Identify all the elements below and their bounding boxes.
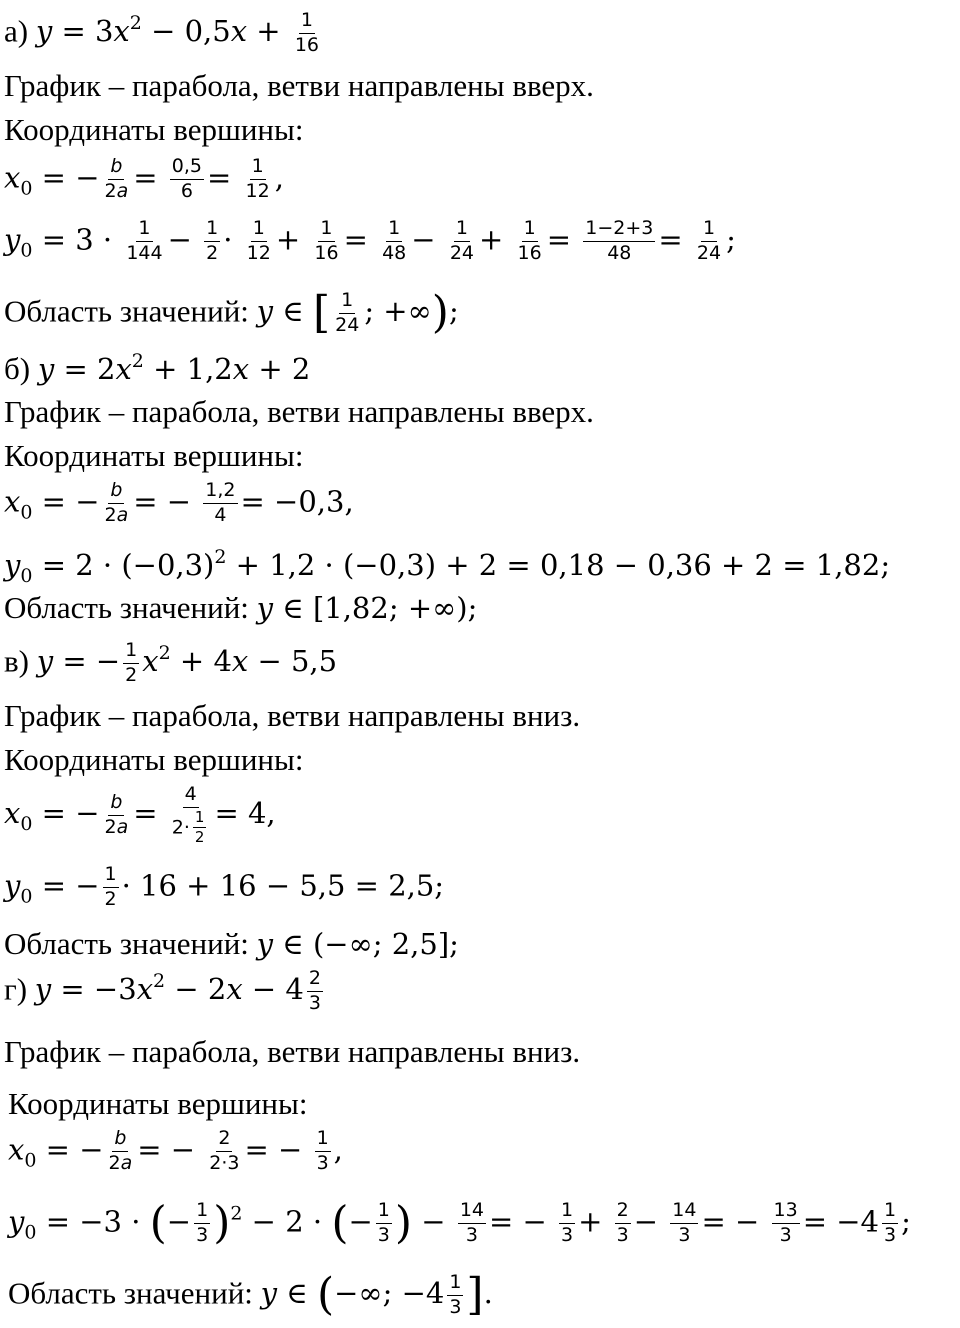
part-a-formula: $y = 3x^2 - 0,5x$ + $\frac{1}{16}$ [35, 9, 320, 56]
part-v-letter: в) [4, 643, 29, 679]
part-g-range-label: Область значений: [8, 1275, 253, 1311]
part-v-vertex-heading: Координаты вершины: [4, 742, 304, 777]
part-b-x0: $x_0$ = − $\frac{b}{2a}$ = − $\frac{1,2}{4}$ = −0,3, [4, 479, 354, 526]
part-b-vertex-heading: Координаты вершины: [4, 438, 304, 473]
part-b-letter: б) [4, 351, 31, 386]
part-b-range-label: Область значений: [4, 590, 249, 625]
part-v-y0: $y_0$ = − $\frac{1}{2}$ · 16 + 16 − 5,5 = 2,5; [4, 863, 445, 910]
part-g-range: Область значений: y ∈ (−∞; −4 $\frac{1}{3}$ ]. [8, 1269, 493, 1321]
part-b-graph-text: График – парабола, ветви направлены вверх. [4, 394, 594, 429]
part-a-vertex-heading: Координаты вершины: [4, 112, 304, 147]
part-v-range-label: Область значений: [4, 926, 249, 961]
part-v-x0: $x_0$ = − $\frac{b}{2a}$ = 4 2· $\frac{1}{2}$ = 4, [4, 783, 276, 847]
part-g-vertex-heading: Координаты вершины: [8, 1086, 308, 1121]
part-g-x0: $x_0$ = − $\frac{b}{2a}$ = − $\frac{2}{2\cdot 3}$ = − $\frac{1}{3}$ , [8, 1127, 343, 1174]
part-a-equation [4, 10, 324, 57]
part-a-y0: $y_0 = 3$ · $\frac{1}{144}$ − $\frac{1}{2}$ · $\frac{1}{12}$ + $\frac{1}{16}$ = $\frac{1}{48}$ − $\frac{1}{24}$ + $\frac{1}{16}$ = $\frac{1-2+3}{48}$ = $\frac{1}{24}$ ; [4, 217, 736, 264]
part-v-range: Область значений: y ∈ (−∞; 2,5]; [4, 926, 459, 961]
part-g-letter: г) [4, 971, 28, 1007]
part-a-range: Область значений: y ∈ [ $\frac{1}{24}$ ; +∞); [4, 287, 459, 339]
part-a-range-label: Область значений: [4, 293, 249, 329]
part-b-range: Область значений: y ∈ [1,82; +∞); [4, 590, 478, 625]
part-a-graph-text: График – парабола, ветви направлены вверх. [4, 68, 594, 103]
part-g-equation: г) $y = -3x^2 - 2x - 4$ $\frac{2}{3}$ [4, 967, 321, 1014]
part-g-y0: $y_0 = -3$ · (− $\frac{1}{3}$ )$^2$ − 2 · (− $\frac{1}{3}$ ) − $\frac{14}{3}$ = − $\frac{1}{3}$ + $\frac{2}{3}$ − $\frac{14}{3}$ = − $\frac{13}{3}$ = −4 $\frac{1}{3}$ ; [8, 1197, 911, 1249]
part-b-y0: $y_0 = 2 \cdot (-0,3)^2 + 1,2 \cdot (-0,3) + 2 = 0,18 - 0,36 + 2 = 1,82$; [4, 546, 891, 587]
part-a-x0: $x_0$ = − $\frac{b}{2a}$ = $\frac{0,5}{6}$ = $\frac{1}{12}$ , [4, 155, 284, 202]
part-v-graph-text: График – парабола, ветви направлены вниз. [4, 698, 581, 733]
part-a-letter: а) [4, 13, 29, 49]
part-g-graph-text: График – парабола, ветви направлены вниз. [4, 1034, 581, 1069]
part-b-equation: б) $y = 2x^2 + 1,2x + 2$ [4, 350, 311, 386]
part-v-equation: в) y = − $\frac{1}{2}$ $x^2 + 4x - 5,5$ [4, 639, 338, 686]
